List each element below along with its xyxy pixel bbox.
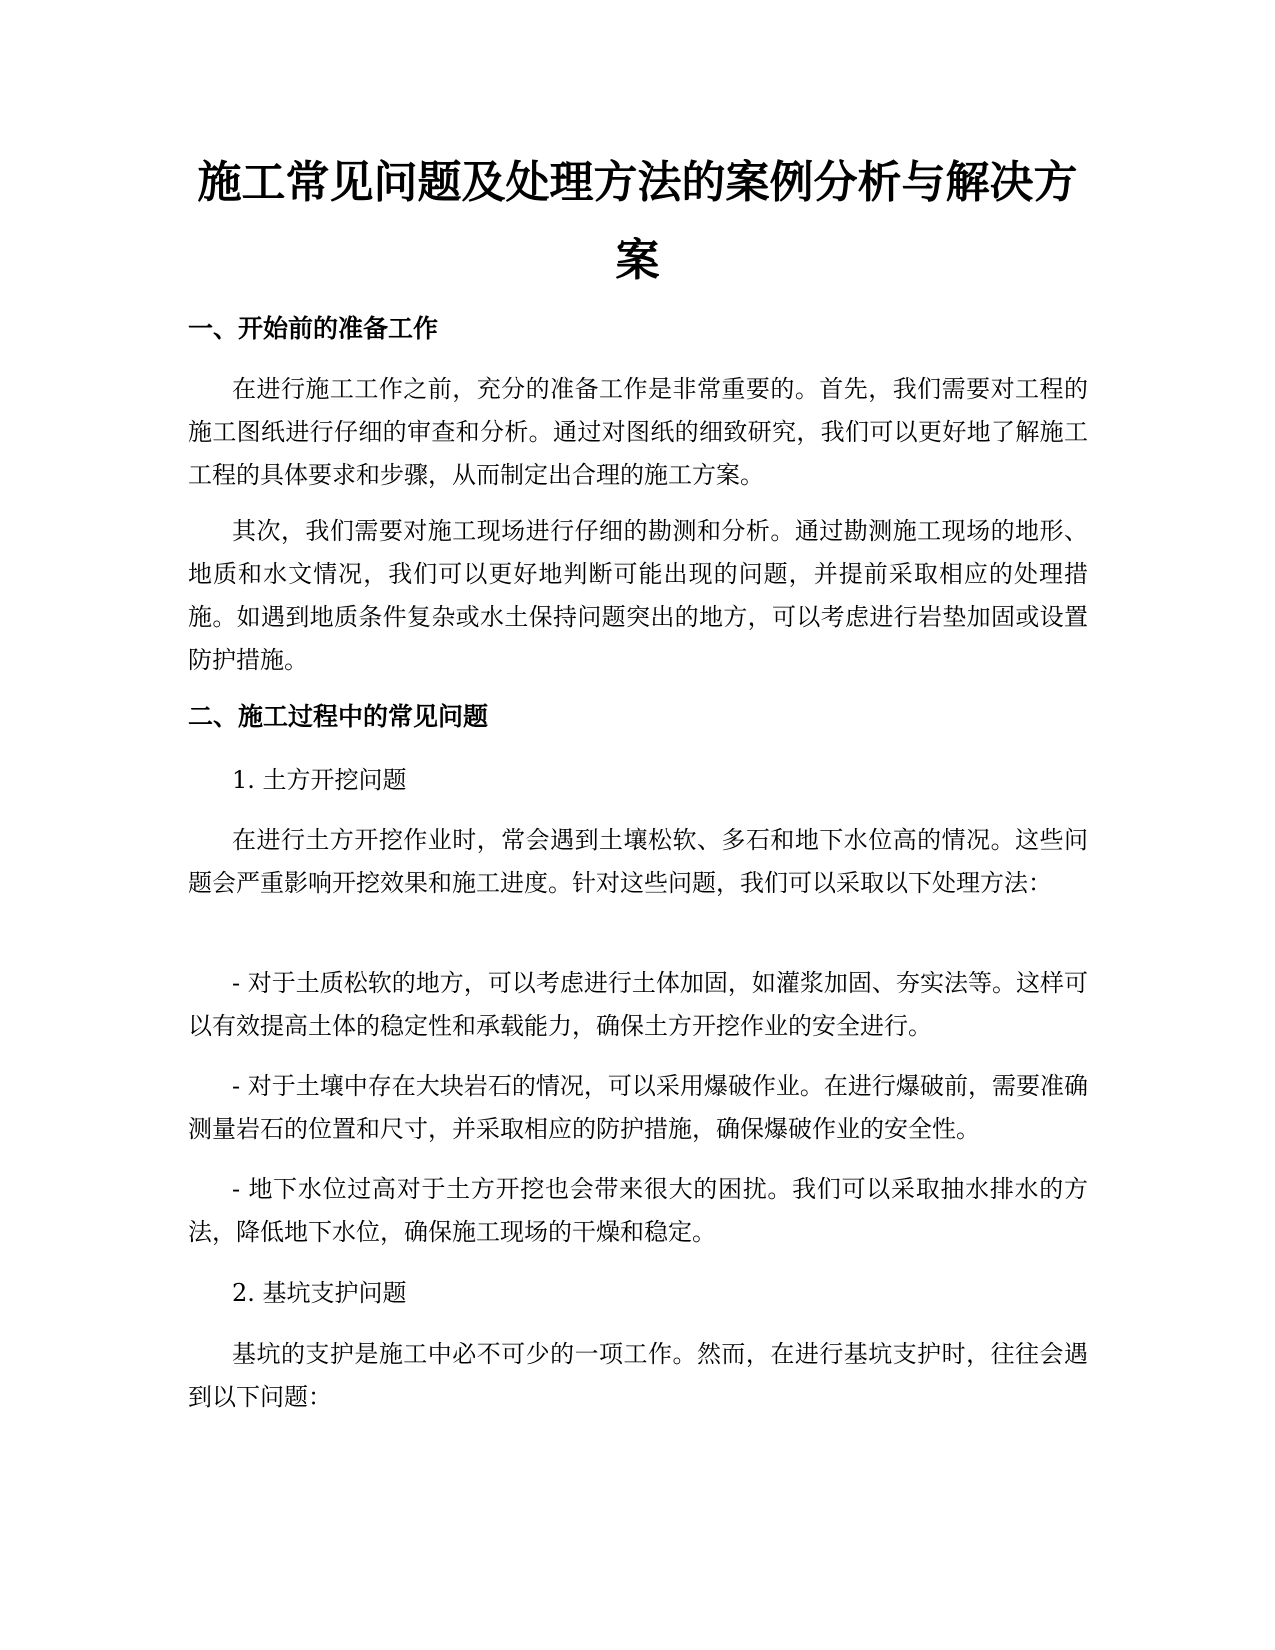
paragraph-earthwork-groundwater: - 地下水位过高对于土方开挖也会带来很大的困扰。我们可以采取抽水排水的方法，降低地下水位，确保施工现场的干燥和稳定。 — [188, 1175, 1088, 1246]
paragraph-preparation-1: 在进行施工工作之前，充分的准备工作是非常重要的。首先，我们需要对工程的施工图纸进行仔细的审查和分析。通过对图纸的细致研究，我们可以更好地了解施工工程的具体要求和步骤，从而制定出合理的施工方案。 — [188, 375, 1088, 489]
subsection-title-earthwork: 1. 土方开挖问题 — [232, 766, 407, 794]
paragraph-preparation-2: 其次，我们需要对施工现场进行仔细的勘测和分析。通过勘测施工现场的地形、地质和水文情况，我们可以更好地判断可能出现的问题，并提前采取相应的处理措施。如遇到地质条件复杂或水土保持问题突出的地方，可以考虑进行岩垫加固或设置防护措施。 — [188, 517, 1088, 674]
paragraph-earthwork-soft-soil: - 对于土质松软的地方，可以考虑进行土体加固，如灌浆加固、夯实法等。这样可以有效提高土体的稳定性和承载能力，确保土方开挖作业的安全进行。 — [188, 969, 1088, 1040]
section-heading-preparation: 一、开始前的准备工作 — [188, 314, 439, 343]
paragraph-earthwork-rocks: - 对于土壤中存在大块岩石的情况，可以采用爆破作业。在进行爆破前，需要准确测量岩石的位置和尺寸，并采取相应的防护措施，确保爆破作业的安全性。 — [188, 1072, 1088, 1143]
section-heading-common-problems: 二、施工过程中的常见问题 — [188, 702, 489, 731]
paragraph-foundation-pit-intro: 基坑的支护是施工中必不可少的一项工作。然而，在进行基坑支护时，往往会遇到以下问题： — [188, 1340, 1088, 1411]
subsection-title-foundation-pit: 2. 基坑支护问题 — [232, 1279, 407, 1307]
document-title: 施工常见问题及处理方法的案例分析与解决方案 — [197, 157, 1078, 286]
paragraph-earthwork-intro: 在进行土方开挖作业时，常会遇到土壤松软、多石和地下水位高的情况。这些问题会严重影响开挖效果和施工进度。针对这些问题，我们可以采取以下处理方法： — [188, 826, 1088, 897]
